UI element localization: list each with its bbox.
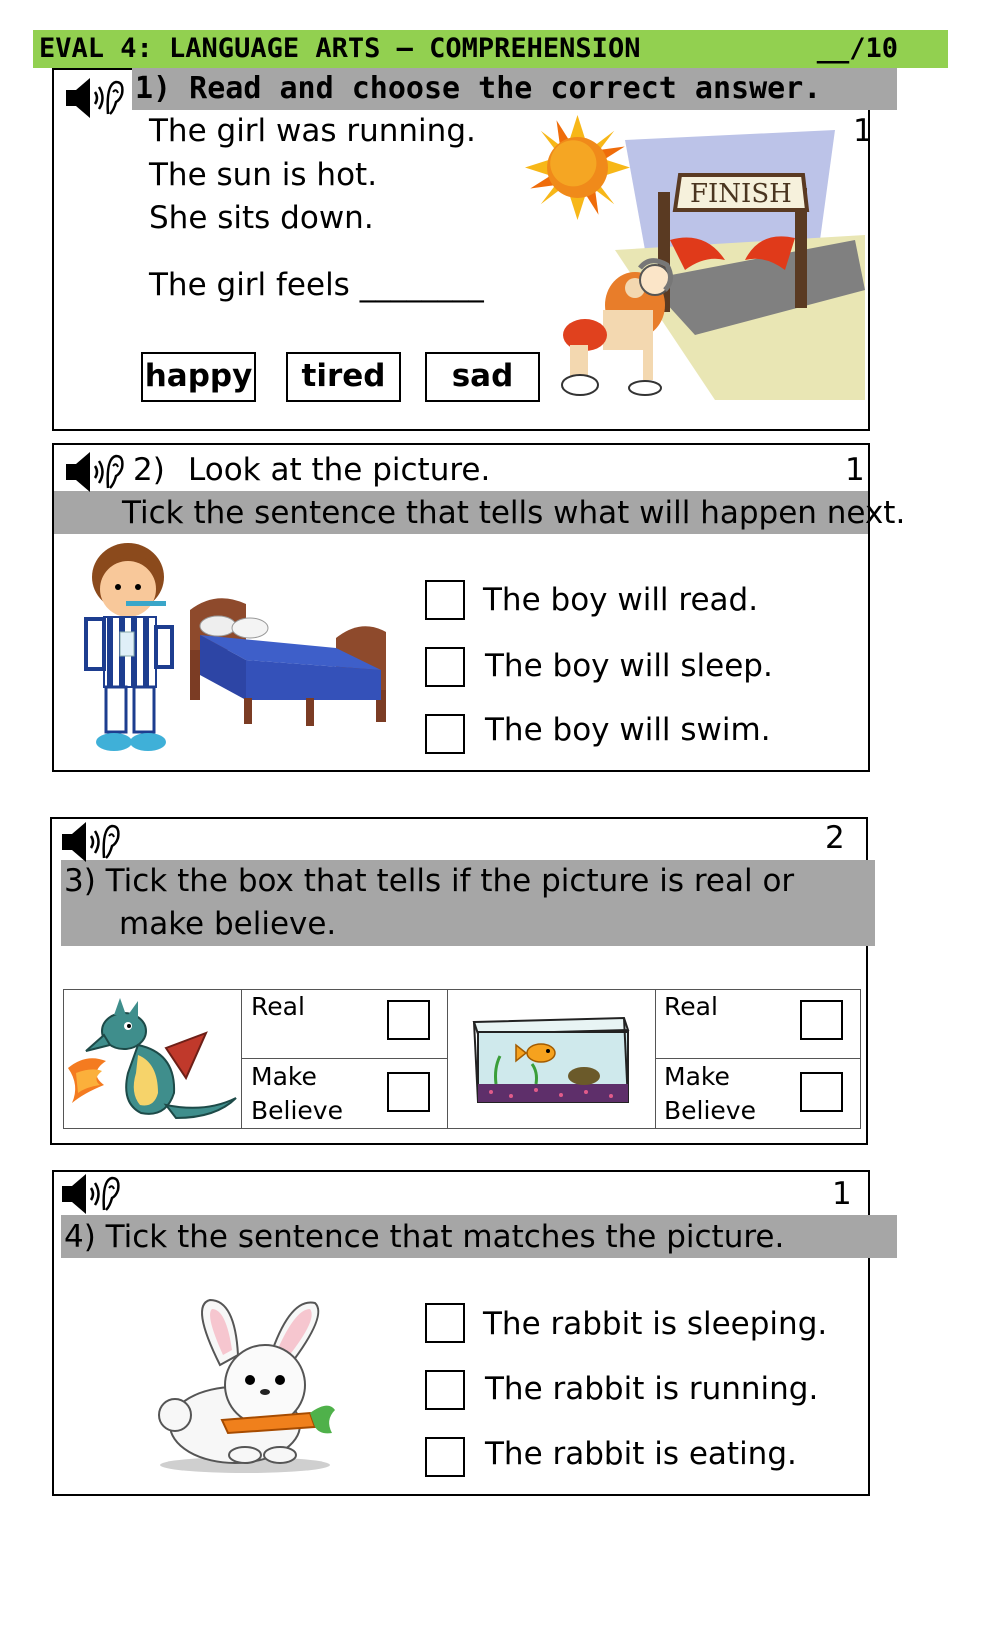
checkbox-boy-sleep[interactable] <box>425 647 465 687</box>
option-boy-swim: The boy will swim. <box>485 712 771 748</box>
total-score: __/10 <box>816 33 898 64</box>
answer-option-tired[interactable]: tired <box>286 352 401 402</box>
worksheet-title: EVAL 4: LANGUAGE ARTS – COMPREHENSION <box>39 33 641 64</box>
runner-finish-line-image <box>555 130 870 405</box>
option-boy-read: The boy will read. <box>483 582 759 618</box>
question-4-heading: 4) Tick the sentence that matches the picture. <box>64 1219 785 1255</box>
checkbox-rabbit-eating[interactable] <box>425 1437 465 1477</box>
checkbox-fish-real[interactable] <box>800 1000 843 1040</box>
checkbox-rabbit-sleeping[interactable] <box>425 1303 465 1343</box>
checkbox-boy-read[interactable] <box>425 580 465 620</box>
finish-banner-text: FINISH <box>690 179 792 209</box>
rabbit-eating-carrot-image <box>150 1295 340 1475</box>
question-2-number: 2) <box>133 452 165 488</box>
fill-in-prompt: The girl feels ________ <box>149 267 484 303</box>
question-1-heading: 1) Read and choose the correct answer. <box>135 71 822 106</box>
question-3-heading-line-1: 3) Tick the box that tells if the picture is real or <box>64 863 795 899</box>
option-rabbit-running: The rabbit is running. <box>485 1371 819 1407</box>
bed-image <box>186 590 396 730</box>
story-line-3: She sits down. <box>149 200 374 236</box>
fish-believe-label: Believe <box>664 1096 756 1125</box>
boy-brushing-teeth-image <box>76 537 186 755</box>
story-line-2: The sun is hot. <box>149 157 378 193</box>
story-line-1: The girl was running. <box>149 113 476 149</box>
question-2-instruction: Tick the sentence that tells what will happen next. <box>122 495 906 531</box>
speaker-ear-icon[interactable] <box>64 448 124 496</box>
answer-option-sad[interactable]: sad <box>425 352 540 402</box>
fish-make-label: Make <box>664 1062 730 1091</box>
question-1-points: 1 <box>853 113 873 149</box>
checkbox-dragon-real[interactable] <box>387 1000 430 1040</box>
page-header <box>33 30 948 68</box>
dragon-believe-label: Believe <box>251 1096 343 1125</box>
answer-option-happy[interactable]: happy <box>141 352 256 402</box>
question-2-heading: Look at the picture. <box>188 452 491 488</box>
option-boy-sleep: The boy will sleep. <box>485 648 773 684</box>
checkbox-fish-make-believe[interactable] <box>800 1072 843 1112</box>
checkbox-dragon-make-believe[interactable] <box>387 1072 430 1112</box>
speaker-ear-icon[interactable] <box>64 74 124 122</box>
option-rabbit-sleeping: The rabbit is sleeping. <box>483 1306 828 1342</box>
checkbox-rabbit-running[interactable] <box>425 1370 465 1410</box>
speaker-ear-icon[interactable] <box>60 818 120 866</box>
checkbox-boy-swim[interactable] <box>425 714 465 754</box>
dragon-make-label: Make <box>251 1062 317 1091</box>
dragon-image <box>66 993 239 1126</box>
speaker-ear-icon[interactable] <box>60 1170 120 1218</box>
question-2-points: 1 <box>845 452 865 488</box>
dragon-real-label: Real <box>251 992 305 1021</box>
question-3-points: 2 <box>825 820 845 856</box>
fish-real-label: Real <box>664 992 718 1021</box>
option-rabbit-eating: The rabbit is eating. <box>485 1436 797 1472</box>
question-3-heading-line-2: make believe. <box>119 906 337 942</box>
fish-tank-image <box>466 1008 636 1110</box>
question-4-points: 1 <box>832 1176 852 1212</box>
